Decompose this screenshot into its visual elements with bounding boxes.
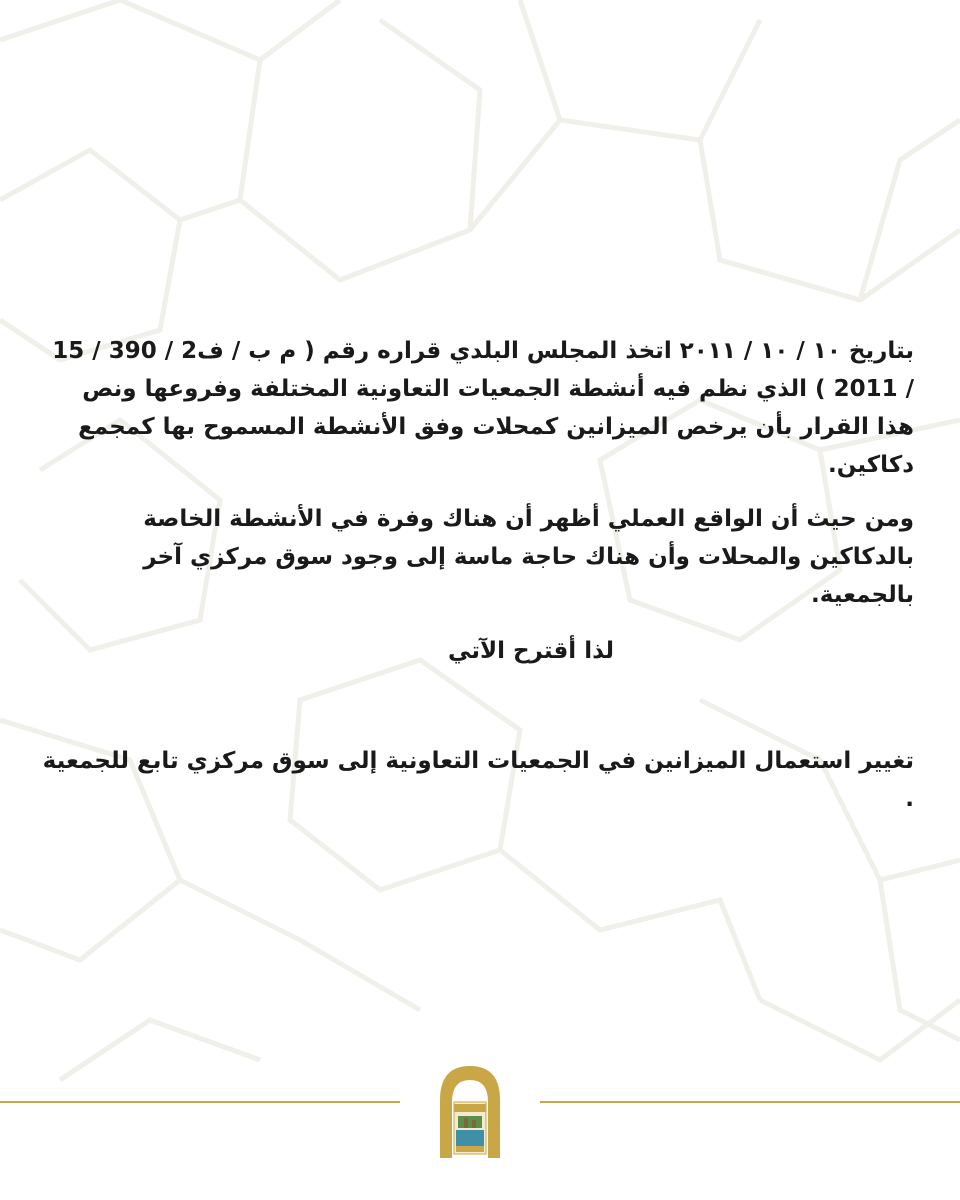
proposal-heading: لذا أقترح الآتي — [448, 638, 614, 664]
paragraph-proposal: تغيير استعمال الميزانين في الجمعيات التعاونية إلى سوق مركزي تابع للجمعية . — [42, 748, 914, 812]
paragraph-reasoning: ومن حيث أن الواقع العملي أظهر أن هناك وفرة في الأنشطة الخاصة بالدكاكين والمحلات وأن هناك حاجة ماسة إلى وجود سوق مركزي آخر بالجمعية. — [143, 506, 914, 608]
footer-divider-right — [540, 1101, 960, 1103]
footer-divider-left — [0, 1101, 400, 1103]
paragraph-decision: بتاريخ ١٠ / ١٠ / ٢٠١١ اتخذ المجلس البلدي قراره رقم ( م ب / ف2 / 390 / 15 / 2011 ) الذي نظم فيه أنشطة الجمعيات التعاونية المختلفة وفروعها ونص هذا القرار بأن يرخص الميزانين كمحلات وفق الأنشطة المسموح بها كمجمع دكاكين. — [52, 338, 914, 478]
municipal-council-logo — [420, 1060, 520, 1160]
